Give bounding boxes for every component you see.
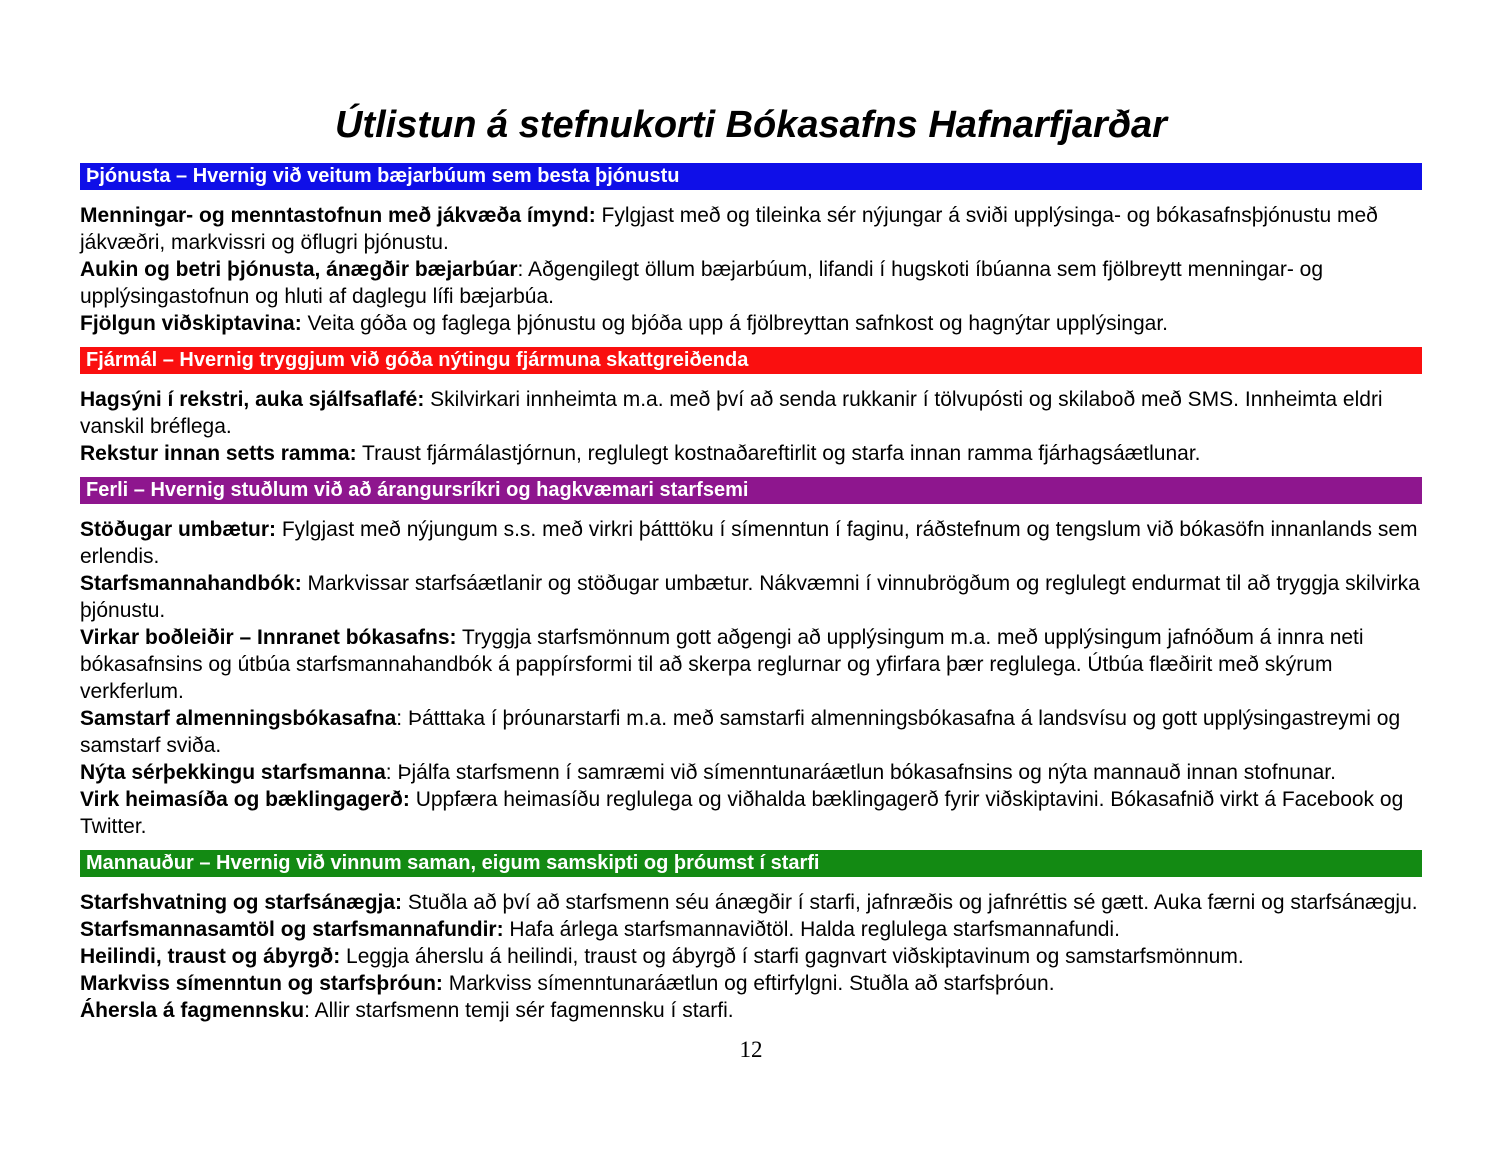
strategy-item-text: Veita góða og faglega þjónustu og bjóða upp á fjölbreyttan safnkost og hagnýtar upplýsingar. bbox=[301, 312, 1169, 335]
strategy-item-lead: Starfshvatning og starfsánægja: bbox=[80, 891, 403, 914]
strategy-item-ferli-2 bbox=[80, 624, 1422, 705]
strategy-item-thjonusta-1 bbox=[80, 256, 1422, 310]
strategy-item-ferli-0 bbox=[80, 516, 1422, 570]
strategy-item-ferli-1 bbox=[80, 570, 1422, 624]
strategy-item-lead: Starfsmannasamtöl og starfsmannafundir: bbox=[80, 918, 504, 941]
strategy-item-text: Fylgjast með og tileinka sér nýjungar á sviði upplýsinga- og bókasafnsþjónustu með jákvæðri, markvissri og öflugri þjónustu. bbox=[80, 204, 1378, 254]
strategy-item-mannaudur-3 bbox=[80, 970, 1422, 997]
page-title: Útlistun á stefnukorti Bókasafns Hafnarfjarðar bbox=[335, 104, 1167, 146]
strategy-item-lead: Virk heimasíða og bæklingagerð: bbox=[80, 788, 410, 811]
strategy-item-text: Leggja áherslu á heilindi, traust og ábyrgð í starfi gagnvart viðskiptavinum og samstarfsmönnum. bbox=[340, 945, 1244, 968]
strategy-item-lead: Fjölgun viðskiptavina: bbox=[80, 312, 302, 335]
strategy-item-ferli-3 bbox=[80, 705, 1422, 759]
strategy-item-lead: Rekstur innan setts ramma: bbox=[80, 442, 357, 465]
strategy-item-text: Hafa árlega starfsmannaviðtöl. Halda reglulega starfsmannafundi. bbox=[503, 918, 1120, 941]
strategy-item-lead: Menningar- og menntastofnun með jákvæða ímynd: bbox=[80, 204, 596, 227]
page-number: 12 bbox=[739, 1037, 763, 1062]
strategy-item-lead: Stöðugar umbætur: bbox=[80, 518, 276, 541]
strategy-item-text: Tryggja starfsmönnum gott aðgengi að upplýsingum m.a. með upplýsingum jafnóðum á innra neti bókasafnsins og útbúa starfsmannahandbók á pappírsformi til að skerpa reglurnar og yfirfara þær reglulega. Útbúa flæðirit með skýrum verkferlum. bbox=[80, 626, 1364, 703]
strategy-item-text: : Þjálfa starfsmenn í samræmi við símenntunaráætlun bókasafnsins og nýta mannauð innan stofnunar. bbox=[385, 761, 1336, 784]
strategy-item-text: : Allir starfsmenn temji sér fagmennsku í starfi. bbox=[304, 999, 734, 1022]
strategy-item-lead: Samstarf almenningsbókasafna bbox=[80, 707, 397, 730]
strategy-item-text: Fylgjast með nýjungum s.s. með virkri þátttöku í símenntun í faginu, ráðstefnum og tengslum við bókasöfn innanlands sem erlendis. bbox=[80, 518, 1418, 568]
strategy-item-text: Markvissar starfsáætlanir og stöðugar umbætur. Nákvæmni í vinnubrögðum og reglulegt endurmat til að tryggja skilvirka þjónustu. bbox=[80, 572, 1420, 622]
strategy-item-mannaudur-1 bbox=[80, 916, 1422, 943]
strategy-item-text: Markviss símenntunaráætlun og eftirfylgni. Stuðla að starfsþróun. bbox=[442, 972, 1055, 995]
strategy-item-thjonusta-2 bbox=[80, 310, 1422, 337]
section-body-thjonusta bbox=[80, 190, 1422, 347]
section-header-thjonusta: Þjónusta – Hvernig við veitum bæjarbúum sem besta þjónustu bbox=[80, 163, 1422, 190]
strategy-item-lead: Virkar boðleiðir – Innranet bókasafns: bbox=[80, 626, 457, 649]
sections-container bbox=[80, 163, 1422, 1034]
section-body-fjarmal bbox=[80, 374, 1422, 477]
strategy-item-text: Traust fjármálastjórnun, reglulegt kostnaðareftirlit og starfa innan ramma fjárhagsáætlunar. bbox=[356, 442, 1201, 465]
strategy-item-mannaudur-4 bbox=[80, 997, 1422, 1024]
strategy-item-mannaudur-0 bbox=[80, 889, 1422, 916]
section-body-ferli bbox=[80, 504, 1422, 850]
section-body-mannaudur bbox=[80, 877, 1422, 1034]
strategy-item-lead: Heilindi, traust og ábyrgð: bbox=[80, 945, 341, 968]
strategy-item-mannaudur-2 bbox=[80, 943, 1422, 970]
strategy-item-ferli-4 bbox=[80, 759, 1422, 786]
strategy-item-lead: Áhersla á fagmennsku bbox=[80, 999, 305, 1022]
strategy-item-ferli-5 bbox=[80, 786, 1422, 840]
strategy-item-lead: Markviss símenntun og starfsþróun: bbox=[80, 972, 443, 995]
strategy-item-lead: Nýta sérþekkingu starfsmanna bbox=[80, 761, 386, 784]
strategy-item-lead: Aukin og betri þjónusta, ánægðir bæjarbúar bbox=[80, 258, 518, 281]
strategy-item-text: Uppfæra heimasíðu reglulega og viðhalda bæklingagerð fyrir viðskiptavini. Bókasafnið virkt á Facebook og Twitter. bbox=[80, 788, 1404, 838]
strategy-item-lead: Starfsmannahandbók: bbox=[80, 572, 302, 595]
strategy-item-lead: Hagsýni í rekstri, auka sjálfsaflafé: bbox=[80, 388, 425, 411]
strategy-item-thjonusta-0 bbox=[80, 202, 1422, 256]
strategy-item-fjarmal-1 bbox=[80, 440, 1422, 467]
section-header-ferli: Ferli – Hvernig stuðlum við að árangursríkri og hagkvæmari starfsemi bbox=[80, 477, 1422, 504]
strategy-item-fjarmal-0 bbox=[80, 386, 1422, 440]
strategy-item-text: : Þátttaka í þróunarstarfi m.a. með samstarfi almenningsbókasafna á landsvísu og gott upplýsingastreymi og samstarf sviða. bbox=[80, 707, 1401, 757]
section-header-mannaudur: Mannauður – Hvernig við vinnum saman, eigum samskipti og þróumst í starfi bbox=[80, 850, 1422, 877]
section-header-fjarmal: Fjármál – Hvernig tryggjum við góða nýtingu fjármuna skattgreiðenda bbox=[80, 347, 1422, 374]
strategy-item-text: : Aðgengilegt öllum bæjarbúum, lifandi í hugskoti íbúanna sem fjölbreytt menningar- og upplýsingastofnun og hluti af daglegu lífi bæjarbúa. bbox=[80, 258, 1324, 308]
strategy-item-text: Stuðla að því að starfsmenn séu ánægðir í starfi, jafnræðis og jafnréttis sé gætt. Auka færni og starfsánægju. bbox=[402, 891, 1418, 914]
strategy-item-text: Skilvirkari innheimta m.a. með því að senda rukkanir í tölvupósti og skilaboð með SMS. Innheimta eldri vanskil bréflega. bbox=[80, 388, 1383, 438]
